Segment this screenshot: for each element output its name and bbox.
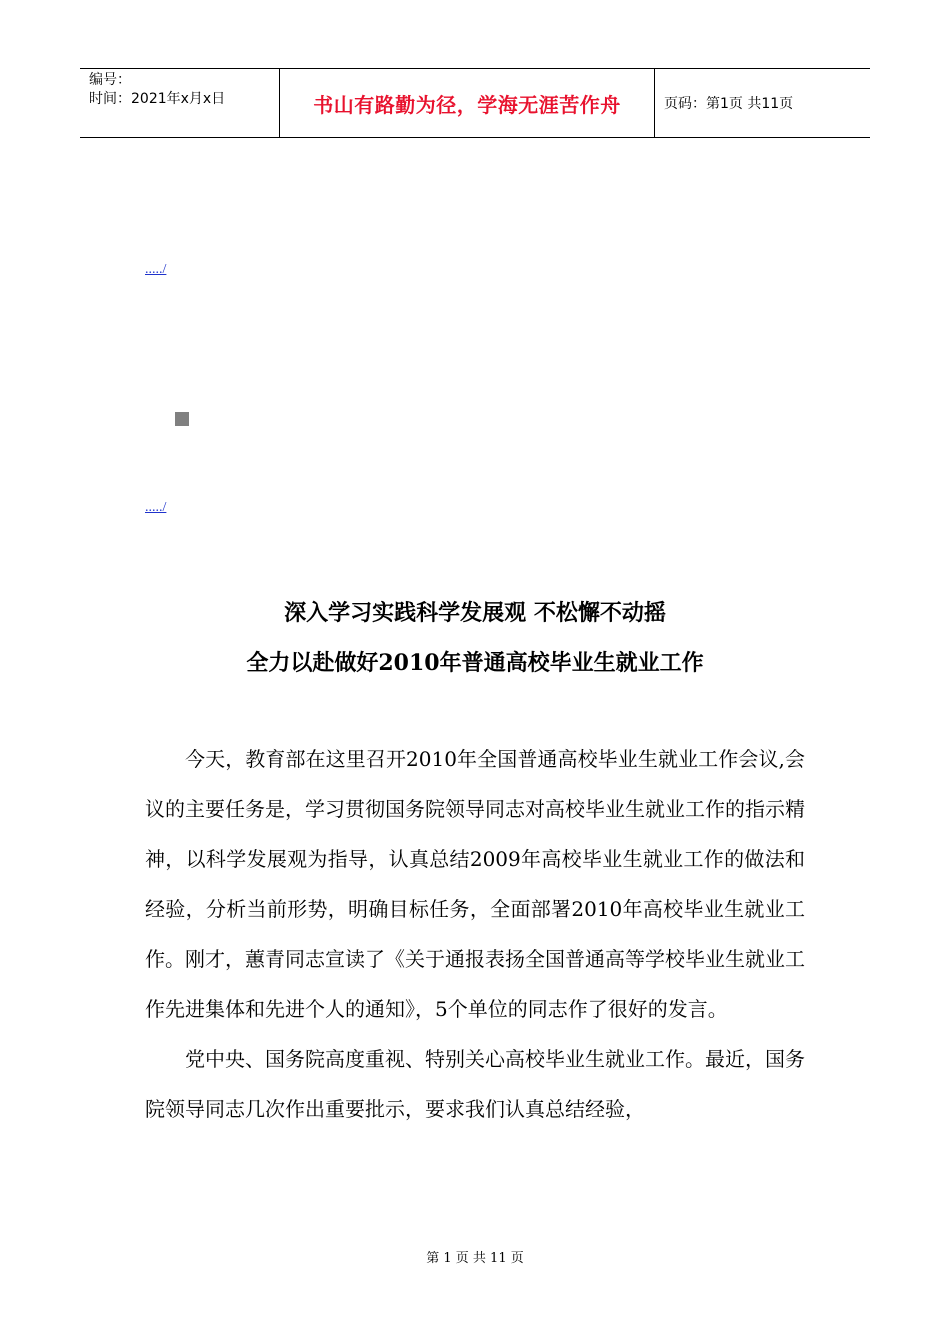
header-meta	[80, 69, 280, 137]
header-motto: 书山有路勤为径，学海无涯苦作舟	[280, 69, 655, 137]
page-footer: 第 1 页 共 11 页	[426, 1251, 524, 1266]
link-2[interactable]: ...../	[145, 500, 167, 515]
document-header	[80, 68, 870, 138]
number-label: 编号：	[89, 72, 131, 88]
document-body	[145, 734, 805, 1134]
square-bullet-icon	[175, 412, 189, 426]
header-page-info: 页码：第1页 共11页	[664, 96, 794, 112]
link-1[interactable]: ...../	[145, 262, 167, 277]
paragraph-2: 党中央、国务院高度重视、特别关心高校毕业生就业工作。最近，国务院领导同志几次作出重要批示，要求我们认真总结经验，	[145, 1047, 805, 1121]
document-title-line-1: 深入学习实践科学发展观 不松懈不动摇	[284, 600, 666, 626]
document-title-line-2: 全力以赴做好2010年普通高校毕业生就业工作	[246, 650, 704, 676]
time-label: 时间：2021年x月x日	[89, 91, 226, 107]
paragraph-1: 今天，教育部在这里召开2010年全国普通高校毕业生就业工作会议,会议的主要任务是，学习贯彻国务院领导同志对高校毕业生就业工作的指示精神，以科学发展观为指导，认真总结2009年高校毕业生就业工作的做法和经验，分析当前形势，明确目标任务，全面部署2010年高校毕业生就业工作。刚才，蕙青同志宣读了《关于通报表扬全国普通高等学校毕业生就业工作先进集体和先进个人的通知》，5个单位的同志作了很好的发言。	[145, 747, 805, 1021]
